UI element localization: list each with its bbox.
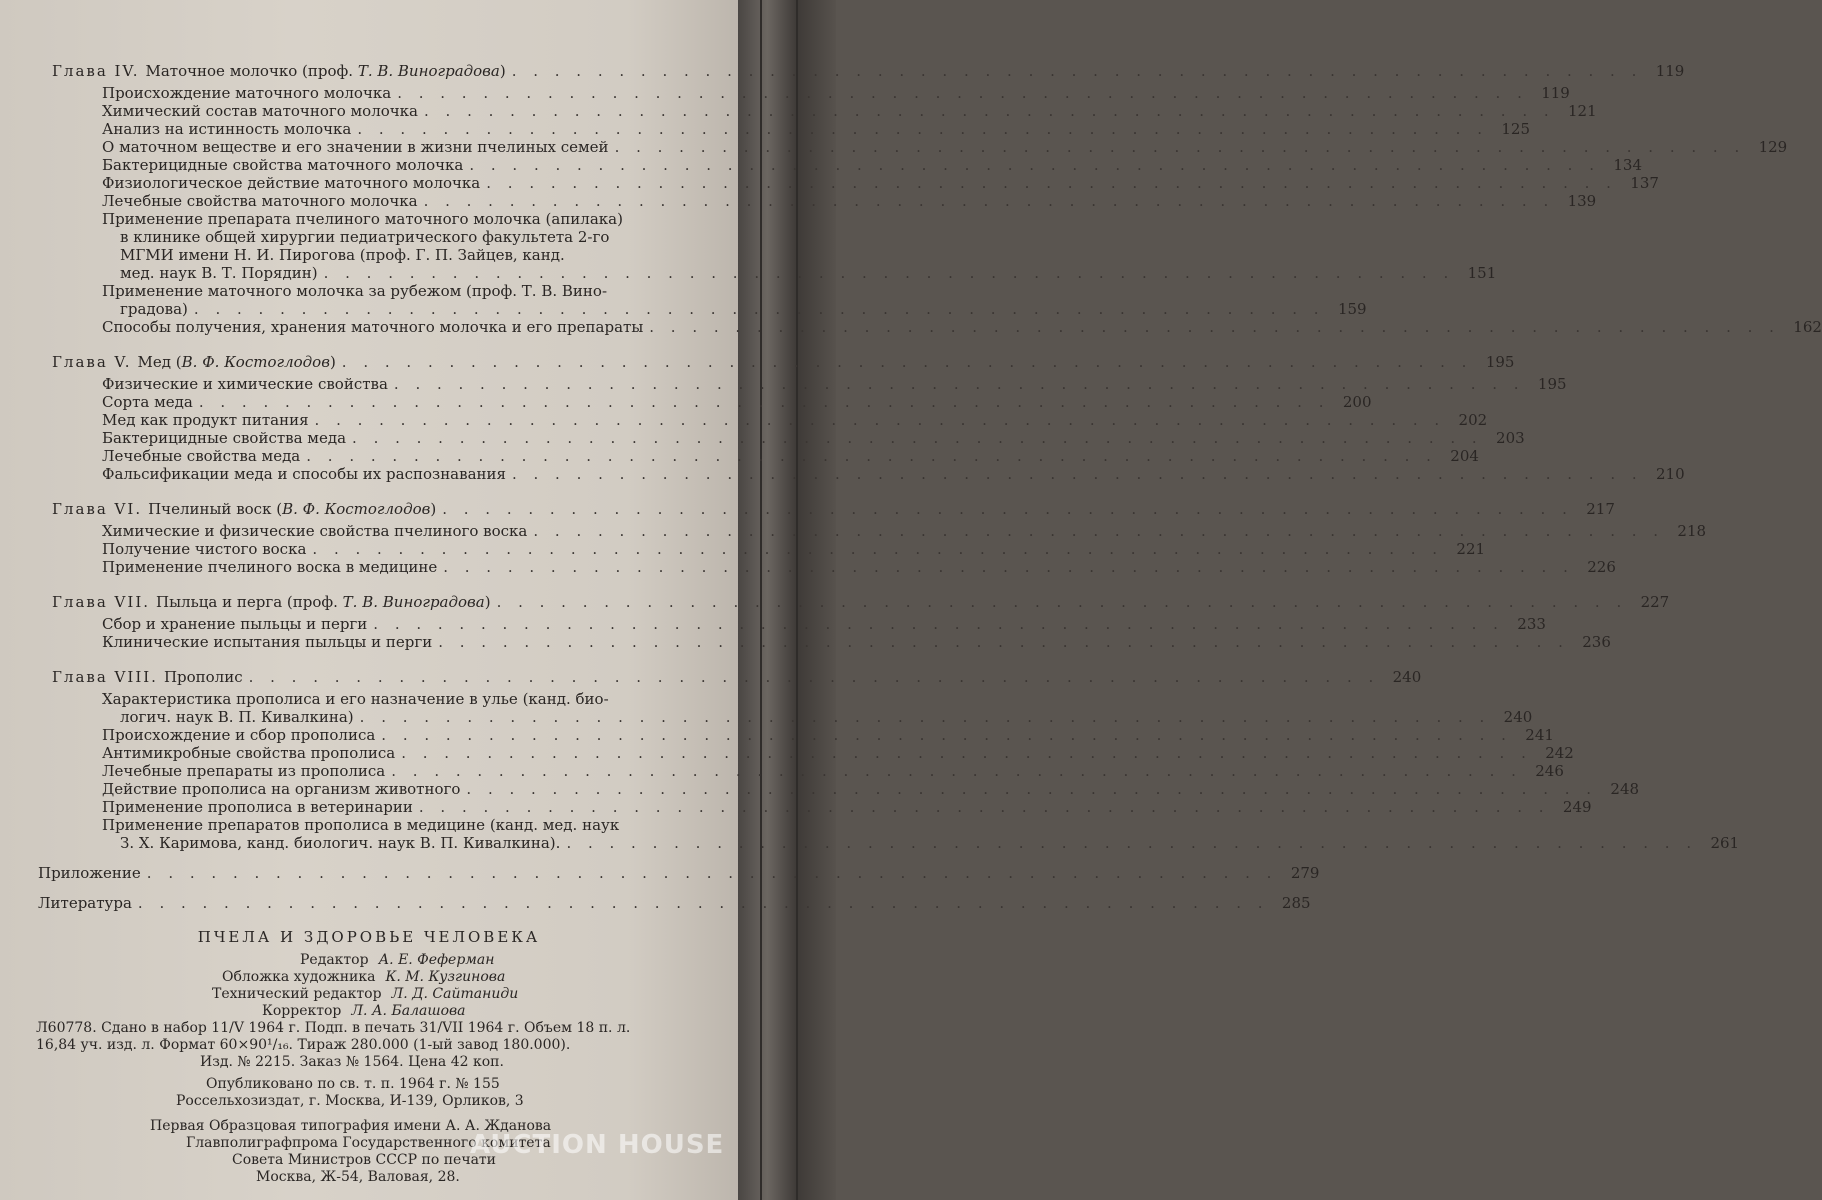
dot-leader: . . . . . . . . . . . . . . . . . . . . . . . . . . . . . . . . . . . . . . . . . . . . . . . . . . . . . <box>357 120 1488 138</box>
entry-title: Применение пчелиного воска в медицине <box>102 558 438 576</box>
page-number: 200 <box>1342 393 1372 411</box>
chapter-heading <box>52 353 336 371</box>
author-close: ) <box>484 593 491 611</box>
dot-leader: . . . . . . . . . . . . . . . . . . . . . . . . . . . . . . . . . . . . . . . . . . . . . . . . . . . . . <box>442 500 1573 518</box>
chapter-title: Прополис <box>163 668 243 686</box>
dot-leader: . . . . . . . . . . . . . . . . . . . . . . . . . . . . . . . . . . . . . . . . . . . . . . . . . . . . . <box>193 300 1325 318</box>
entry-title: градова) <box>120 300 188 318</box>
page-number: 195 <box>1537 375 1567 393</box>
toc-entry <box>120 300 1367 318</box>
toc-entry <box>102 156 1642 174</box>
toc-entry <box>102 798 1592 816</box>
print-detail-line: Л60778. Сдано в набор 11/V 1964 г. Подп. в печать 31/VII 1964 г. Объем 18 п. л. <box>36 1020 631 1036</box>
print-detail-line: Изд. № 2215. Заказ № 1564. Цена 42 коп. <box>200 1054 504 1070</box>
entry-title: Бактерицидные свойства меда <box>102 429 347 447</box>
dot-leader: . . . . . . . . . . . . . . . . . . . . . . . . . . . . . . . . . . . . . . . . . . . . . . . . . . . . . <box>511 465 1643 483</box>
toc-chapter <box>52 62 1685 80</box>
toc-entry <box>102 447 1479 465</box>
author-close: ) <box>329 353 336 371</box>
page-number: 218 <box>1677 522 1707 540</box>
dot-leader: . . . . . . . . . . . . . . . . . . . . . . . . . . . . . . . . . . . . . . . . . . . . . . . . . . . . . <box>137 894 1269 912</box>
credit-line <box>212 986 518 1002</box>
page-number: 240 <box>1392 668 1422 686</box>
toc-chapter <box>52 668 1422 686</box>
entry-title: Клинические испытания пыльцы и перги <box>102 633 433 651</box>
credit-line <box>300 952 494 968</box>
page-number: 227 <box>1640 593 1670 611</box>
toc-entry <box>102 84 1570 102</box>
dot-leader: . . . . . . . . . . . . . . . . . . . . . . . . . . . . . . . . . . . . . . . . . . . . . . . . . . . . . <box>614 138 1746 156</box>
author-open: (проф. <box>297 62 358 80</box>
toc-entry <box>102 762 1564 780</box>
toc-entry <box>102 411 1488 429</box>
toc-entry <box>102 102 1597 120</box>
credit-name: А. Е. Феферман <box>378 952 495 968</box>
page-number: 242 <box>1545 744 1574 762</box>
toc-entry <box>102 540 1486 558</box>
toc-entry-line <box>102 282 718 300</box>
toc-entry-line <box>102 210 718 228</box>
chapter-label: Глава VI. <box>52 500 143 518</box>
dot-leader: . . . . . . . . . . . . . . . . . . . . . . . . . . . . . . . . . . . . . . . . . . . . . . . . . . . . . <box>312 540 1444 558</box>
entry-title: Лечебные свойства маточного молочка <box>102 192 418 210</box>
page-number: 134 <box>1613 156 1642 174</box>
credit-name: К. М. Кузгинова <box>385 969 506 985</box>
entry-title: Фальсификации меда и способы их распознавания <box>102 465 506 483</box>
entry-title: Происхождение и сбор прополиса <box>102 726 376 744</box>
dot-leader: . . . . . . . . . . . . . . . . . . . . . . . . . . . . . . . . . . . . . . . . . . . . . . . . . . . . . <box>423 192 1555 210</box>
toc-entry <box>102 633 1611 651</box>
dot-leader: . . . . . . . . . . . . . . . . . . . . . . . . . . . . . . . . . . . . . . . . . . . . . . . . . . . . . <box>438 633 1569 651</box>
entry-title: Применение маточного молочка за рубежом (проф. Т. В. Вино- <box>102 282 608 300</box>
chapter-label: Глава V. <box>52 353 132 371</box>
dot-leader: . . . . . . . . . . . . . . . . . . . . . . . . . . . . . . . . . . . . . . . . . . . . . . . . . . . . . <box>352 429 1483 447</box>
toc-entry <box>102 558 1616 576</box>
page-number: 248 <box>1610 780 1640 798</box>
entry-title: Применение препаратов прополиса в медицине (канд. мед. наук <box>102 816 620 834</box>
entry-title: логич. наук В. П. Кивалкина) <box>120 708 354 726</box>
entry-title: Характеристика прополиса и его назначение в улье (канд. био- <box>102 690 609 708</box>
entry-title: Лечебные препараты из прополиса <box>102 762 386 780</box>
printer-line: Первая Образцовая типография имени А. А. Жданова <box>150 1118 552 1134</box>
credit-role: Обложка художника <box>222 969 376 985</box>
page-number: 285 <box>1281 894 1311 912</box>
publisher-line: Россельхозиздат, г. Москва, И-139, Орликов, 3 <box>176 1093 524 1109</box>
toc-entry <box>102 192 1597 210</box>
author-close: ) <box>499 62 506 80</box>
chapter-heading <box>52 500 436 518</box>
printer-line: Совета Министров СССР по печати <box>232 1152 496 1168</box>
toc-entry <box>102 522 1707 540</box>
dot-leader: . . . . . . . . . . . . . . . . . . . . . . . . . . . . . . . . . . . . . . . . . . . . . . . . . . . . . <box>393 375 1525 393</box>
toc-entry <box>102 120 1530 138</box>
chapter-author: Т. В. Виноградова <box>342 593 485 611</box>
entry-title: мед. наук В. Т. Порядин) <box>120 264 318 282</box>
dot-leader: . . . . . . . . . . . . . . . . . . . . . . . . . . . . . . . . . . . . . . . . . . . . . . . . . . . . . <box>397 84 1528 102</box>
dot-leader: . . . . . . . . . . . . . . . . . . . . . . . . . . . . . . . . . . . . . . . . . . . . . . . . . . . . . <box>373 615 1504 633</box>
dot-leader: . . . . . . . . . . . . . . . . . . . . . . . . . . . . . . . . . . . . . . . . . . . . . . . . . . . . . <box>146 864 1278 882</box>
appendix-title: Приложение <box>38 864 141 882</box>
page-number: 261 <box>1710 834 1740 852</box>
credit-name: Л. Д. Сайтаниди <box>391 986 519 1002</box>
page-number: 221 <box>1456 540 1486 558</box>
page-number: 195 <box>1485 353 1515 371</box>
dot-leader: . . . . . . . . . . . . . . . . . . . . . . . . . . . . . . . . . . . . . . . . . . . . . . . . . . . . . <box>533 522 1665 540</box>
toc-entry <box>102 138 1788 156</box>
dot-leader: . . . . . . . . . . . . . . . . . . . . . . . . . . . . . . . . . . . . . . . . . . . . . . . . . . . . . <box>649 318 1780 336</box>
dot-leader: . . . . . . . . . . . . . . . . . . . . . . . . . . . . . . . . . . . . . . . . . . . . . . . . . . . . . <box>486 174 1617 192</box>
appendix-title: Литература <box>38 894 132 912</box>
author-open: (проф. <box>282 593 343 611</box>
author-close: ) <box>430 500 437 518</box>
page-number: 249 <box>1562 798 1592 816</box>
toc-entry <box>102 780 1640 798</box>
entry-title: Бактерицидные свойства маточного молочка <box>102 156 464 174</box>
chapter-label: Глава VIII. <box>52 668 158 686</box>
entry-title: Сорта меда <box>102 393 193 411</box>
printer-line: Москва, Ж-54, Валовая, 28. <box>256 1169 460 1185</box>
dot-leader: . . . . . . . . . . . . . . . . . . . . . . . . . . . . . . . . . . . . . . . . . . . . . . . . . . . . . <box>511 62 1643 80</box>
printer-line: Главполиграфпрома Государственного комитета <box>186 1135 551 1151</box>
credit-name: Л. А. Балашова <box>351 1003 466 1019</box>
credit-line <box>262 1003 466 1019</box>
dot-leader: . . . . . . . . . . . . . . . . . . . . . . . . . . . . . . . . . . . . . . . . . . . . . . . . . . . . . <box>418 798 1550 816</box>
credit-role: Редактор <box>300 952 369 968</box>
page-number: 137 <box>1630 174 1659 192</box>
page-number: 204 <box>1450 447 1479 465</box>
chapter-author: Т. В. Виноградова <box>357 62 500 80</box>
chapter-heading <box>52 62 506 80</box>
page-number: 279 <box>1290 864 1320 882</box>
page-number: 210 <box>1656 465 1685 483</box>
toc-entry <box>102 465 1685 483</box>
page-number: 241 <box>1525 726 1554 744</box>
page-number: 151 <box>1467 264 1497 282</box>
chapter-author: В. Ф. Костоглодов <box>282 500 431 518</box>
entry-title: Физиологическое действие маточного молочка <box>102 174 481 192</box>
entry-title: Происхождение маточного молочка <box>102 84 392 102</box>
entry-title: Действие прополиса на организм животного <box>102 780 461 798</box>
toc-entry <box>102 429 1525 447</box>
toc-entry <box>102 174 1659 192</box>
page-number: 233 <box>1517 615 1546 633</box>
entry-title: З. Х. Каримова, канд. биологич. наук В. П. Кивалкина). <box>120 834 561 852</box>
page-number: 240 <box>1503 708 1533 726</box>
toc-entry <box>102 744 1574 762</box>
dot-leader: . . . . . . . . . . . . . . . . . . . . . . . . . . . . . . . . . . . . . . . . . . . . . . . . . . . . . <box>341 353 1473 371</box>
dot-leader: . . . . . . . . . . . . . . . . . . . . . . . . . . . . . . . . . . . . . . . . . . . . . . . . . . . . . <box>566 834 1698 852</box>
page-number: 203 <box>1496 429 1525 447</box>
chapter-title: Маточное молочко <box>145 62 298 80</box>
toc-appendix <box>38 864 1320 882</box>
page-number: 121 <box>1568 102 1597 120</box>
dot-leader: . . . . . . . . . . . . . . . . . . . . . . . . . . . . . . . . . . . . . . . . . . . . . . . . . . . . . <box>466 780 1598 798</box>
print-detail-line: 16,84 уч. изд. л. Формат 60×90¹/₁₆. Тираж 280.000 (1-ый завод 180.000). <box>36 1037 571 1053</box>
chapter-label: Глава VII. <box>52 593 151 611</box>
toc-appendix <box>38 894 1311 912</box>
entry-title: Получение чистого воска <box>102 540 307 558</box>
chapter-label: Глава IV. <box>52 62 140 80</box>
entry-title: МГМИ имени Н. И. Пирогова (проф. Г. П. Зайцев, канд. <box>120 246 565 264</box>
entry-title: Мед как продукт питания <box>102 411 309 429</box>
chapter-title: Пыльца и перга <box>156 593 283 611</box>
dot-leader: . . . . . . . . . . . . . . . . . . . . . . . . . . . . . . . . . . . . . . . . . . . . . . . . . . . . . <box>359 708 1491 726</box>
entry-title: Лечебные свойства меда <box>102 447 301 465</box>
chapter-title: Мед <box>137 353 172 371</box>
dot-leader: . . . . . . . . . . . . . . . . . . . . . . . . . . . . . . . . . . . . . . . . . . . . . . . . . . . . . <box>424 102 1555 120</box>
toc-entry <box>102 375 1567 393</box>
toc-entry <box>102 318 1822 336</box>
page-number: 217 <box>1586 500 1615 518</box>
entry-title: Сбор и хранение пыльцы и перги <box>102 615 368 633</box>
entry-title: Химический состав маточного молочка <box>102 102 418 120</box>
dot-leader: . . . . . . . . . . . . . . . . . . . . . . . . . . . . . . . . . . . . . . . . . . . . . . . . . . . . . <box>323 264 1455 282</box>
chapter-author: В. Ф. Костоглодов <box>181 353 330 371</box>
page-number: 129 <box>1758 138 1788 156</box>
page-number: 202 <box>1458 411 1488 429</box>
watermark: AUCTION HOUSE <box>470 1130 725 1160</box>
toc-entry <box>120 834 1740 852</box>
credit-role: Корректор <box>262 1003 342 1019</box>
toc-entry <box>102 726 1554 744</box>
page-number: 119 <box>1541 84 1570 102</box>
toc-chapter <box>52 593 1670 611</box>
book-title: ПЧЕЛА И ЗДОРОВЬЕ ЧЕЛОВЕКА <box>197 928 541 946</box>
chapter-title: Пчелиный воск <box>148 500 272 518</box>
toc-entry-line <box>120 246 718 264</box>
toc-chapter <box>52 353 1515 371</box>
entry-title: Применение прополиса в ветеринарии <box>102 798 413 816</box>
entry-title: Химические и физические свойства пчелиного воска <box>102 522 528 540</box>
entry-title: Способы получения, хранения маточного молочка и его препараты <box>102 318 644 336</box>
toc-chapter <box>52 500 1615 518</box>
entry-title: Анализ на истинность молочка <box>102 120 352 138</box>
toc-entry-line <box>102 816 718 834</box>
dot-leader: . . . . . . . . . . . . . . . . . . . . . . . . . . . . . . . . . . . . . . . . . . . . . . . . . . . . . <box>314 411 1446 429</box>
credit-line <box>222 969 505 985</box>
dot-leader: . . . . . . . . . . . . . . . . . . . . . . . . . . . . . . . . . . . . . . . . . . . . . . . . . . . . . <box>401 744 1532 762</box>
dot-leader: . . . . . . . . . . . . . . . . . . . . . . . . . . . . . . . . . . . . . . . . . . . . . . . . . . . . . <box>496 593 1628 611</box>
page-number: 226 <box>1587 558 1616 576</box>
toc-entry <box>120 708 1533 726</box>
toc-entry <box>102 393 1372 411</box>
dot-leader: . . . . . . . . . . . . . . . . . . . . . . . . . . . . . . . . . . . . . . . . . . . . . . . . . . . . . <box>248 668 1380 686</box>
page-number: 139 <box>1567 192 1597 210</box>
dot-leader: . . . . . . . . . . . . . . . . . . . . . . . . . . . . . . . . . . . . . . . . . . . . . . . . . . . . . <box>306 447 1437 465</box>
author-open: ( <box>271 500 283 518</box>
publisher-line: Опубликовано по св. т. п. 1964 г. № 155 <box>206 1076 500 1092</box>
dot-leader: . . . . . . . . . . . . . . . . . . . . . . . . . . . . . . . . . . . . . . . . . . . . . . . . . . . . . <box>391 762 1522 780</box>
dot-leader: . . . . . . . . . . . . . . . . . . . . . . . . . . . . . . . . . . . . . . . . . . . . . . . . . . . . . <box>198 393 1330 411</box>
page-number: 246 <box>1535 762 1564 780</box>
page-number: 162 <box>1793 318 1822 336</box>
page-number: 119 <box>1655 62 1685 80</box>
page-number: 125 <box>1501 120 1530 138</box>
dot-leader: . . . . . . . . . . . . . . . . . . . . . . . . . . . . . . . . . . . . . . . . . . . . . . . . . . . . . <box>443 558 1574 576</box>
credit-role: Технический редактор <box>212 986 382 1002</box>
author-open: ( <box>171 353 182 371</box>
toc-entry <box>120 264 1497 282</box>
page-number: 159 <box>1337 300 1367 318</box>
entry-title: Применение препарата пчелиного маточного молочка (апилака) <box>102 210 623 228</box>
toc-entry-line <box>120 228 718 246</box>
entry-title: Антимикробные свойства прополиса <box>102 744 396 762</box>
page-number: 236 <box>1582 633 1611 651</box>
toc-entry-line <box>102 690 718 708</box>
entry-title: Физические и химические свойства <box>102 375 388 393</box>
chapter-heading <box>52 668 243 686</box>
entry-title: в клинике общей хирургии педиатрического факультета 2-го <box>120 228 610 246</box>
chapter-heading <box>52 593 491 611</box>
dot-leader: . . . . . . . . . . . . . . . . . . . . . . . . . . . . . . . . . . . . . . . . . . . . . . . . . . . . . <box>381 726 1512 744</box>
entry-title: О маточном веществе и его значении в жизни пчелиных семей <box>102 138 609 156</box>
toc-entry <box>102 615 1546 633</box>
dot-leader: . . . . . . . . . . . . . . . . . . . . . . . . . . . . . . . . . . . . . . . . . . . . . . . . . . . . . <box>469 156 1600 174</box>
